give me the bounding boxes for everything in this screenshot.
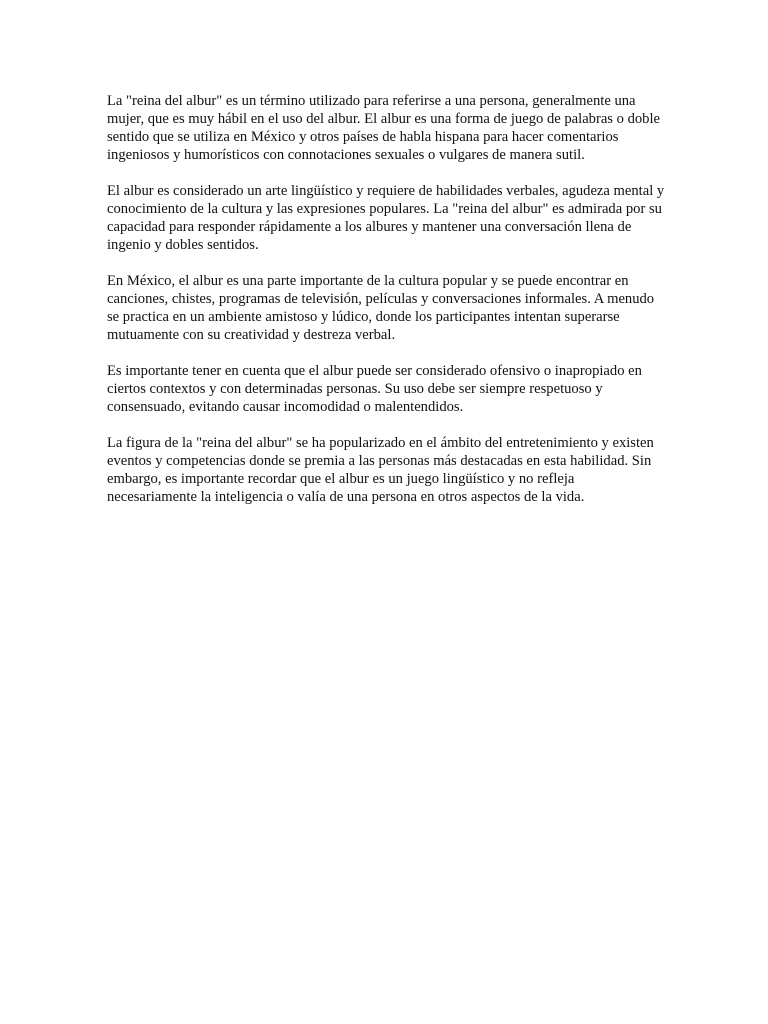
paragraph-4: Es importante tener en cuenta que el albur puede ser considerado ofensivo o inapropiado en ciertos contextos y con determinadas personas. Su uso debe ser siempre respetuoso y consensuado, evitando causar incomodidad o malentendidos. [107,363,642,415]
paragraph-5: La figura de la "reina del albur" se ha popularizado en el ámbito del entretenimiento y existen eventos y competencias donde se premia a las personas más destacadas en esta habilidad. Sin embargo, es importante recordar que el albur es un juego lingüístico y no refleja necesariamente la inteligencia o valía de una persona en otros aspectos de la vida. [107,435,654,505]
paragraph-1: La "reina del albur" es un término utilizado para referirse a una persona, generalmente una mujer, que es muy hábil en el uso del albur. El albur es una forma de juego de palabras o doble sentido que se utiliza en México y otros países de habla hispana para hacer comentarios ingeniosos y humorísticos con connotaciones sexuales o vulgares de manera sutil. [107,93,661,163]
paragraph-3: En México, el albur es una parte importante de la cultura popular y se puede encontrar en canciones, chistes, programas de televisión, películas y conversaciones informales. A menudo se practica en un ambiente amistoso y lúdico, donde los participantes intentan superarse mutuamente con su creatividad y destreza verbal. [107,273,655,343]
paragraph-2: El albur es considerado un arte lingüístico y requiere de habilidades verbales, agudeza mental y conocimiento de la cultura y las expresiones populares. La "reina del albur" es admirada por su capacidad para responder rápidamente a los albures y mantener una conversación llena de ingenio y dobles sentidos. [107,183,665,253]
document-body [107,92,667,524]
